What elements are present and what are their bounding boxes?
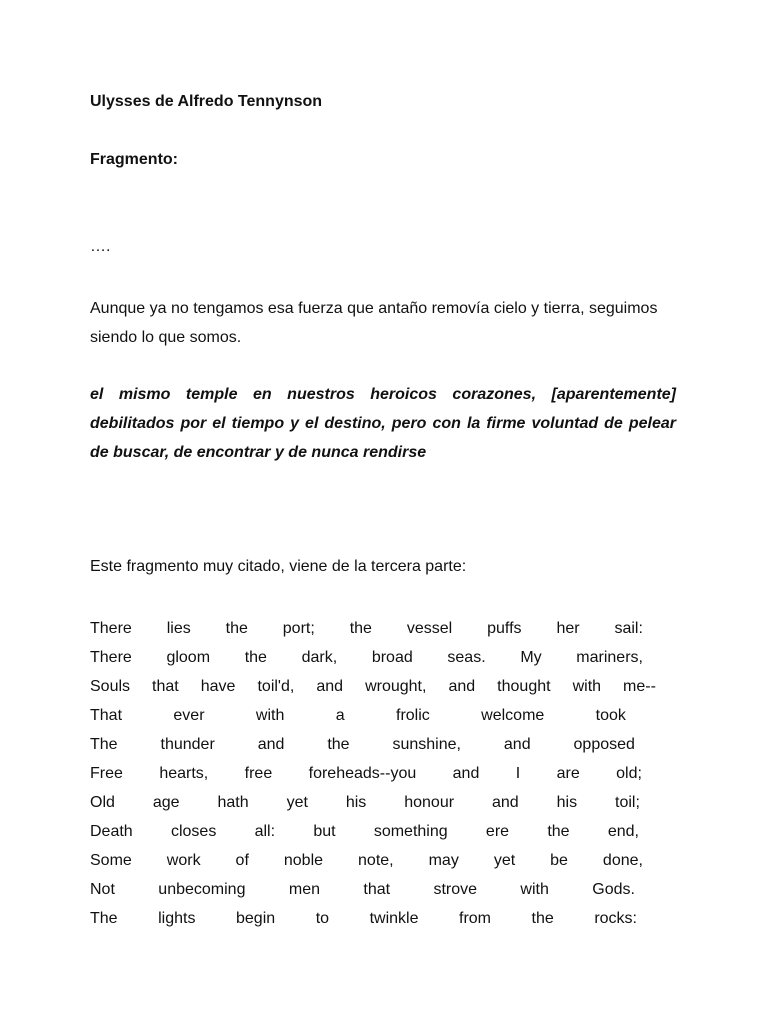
poem-line: Some work of noble note, may yet be done, xyxy=(90,852,643,869)
poem-line: Not unbecoming men that strove with Gods. xyxy=(90,881,635,898)
document-title: Ulysses de Alfredo Tennynson xyxy=(90,93,323,110)
poem-line: Souls that have toil'd, and wrought, and thought with me-- xyxy=(90,678,656,695)
poem-excerpt xyxy=(90,614,656,933)
fragment-heading: Fragmento: xyxy=(90,151,178,168)
poem-line: The thunder and the sunshine, and opposed xyxy=(90,736,635,753)
poem-line: There lies the port; the vessel puffs her sail: xyxy=(90,620,643,637)
poem-line: Free hearts, free foreheads--you and I are old; xyxy=(90,765,642,782)
quoted-translation: el mismo temple en nuestros heroicos corazones, [aparentemente] debilitados por el tiempo y el destino, pero con la firme voluntad de pelear de buscar, de encontrar y de nunca rendirse xyxy=(90,386,676,461)
source-note: Este fragmento muy citado, viene de la tercera parte: xyxy=(90,558,467,575)
intro-paragraph: Aunque ya no tengamos esa fuerza que antaño removía cielo y tierra, seguimos siendo lo que somos. xyxy=(90,300,658,346)
poem-line: There gloom the dark, broad seas. My mariners, xyxy=(90,649,643,666)
poem-line: That ever with a frolic welcome took xyxy=(90,707,626,724)
poem-line: Old age hath yet his honour and his toil; xyxy=(90,794,640,811)
ellipsis-marker: …. xyxy=(90,238,111,255)
poem-line: The lights begin to twinkle from the rocks: xyxy=(90,910,637,927)
poem-line: Death closes all: but something ere the end, xyxy=(90,823,639,840)
